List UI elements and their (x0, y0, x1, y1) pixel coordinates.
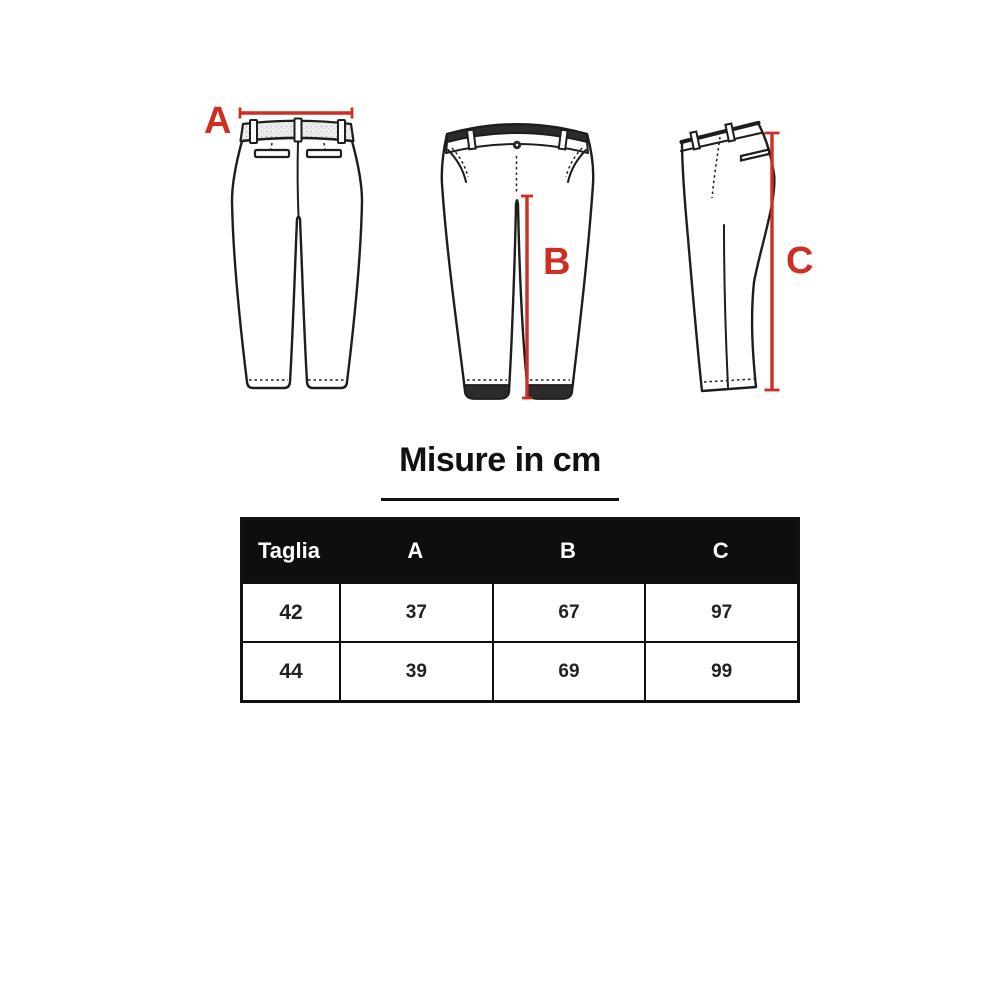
belt-loop (559, 130, 568, 150)
pants-front-body (442, 124, 594, 399)
size-table-cell: 99 (644, 641, 797, 700)
welt-pocket (255, 150, 289, 157)
hem-shadow (465, 385, 509, 399)
measurement-arrow-a (240, 108, 352, 119)
size-chart-title: Misure in cm (399, 441, 601, 479)
title-underline (381, 498, 619, 501)
welt-pocket (307, 150, 341, 157)
size-table-cell: 42 (243, 582, 339, 641)
size-table-header-b: B (492, 520, 645, 582)
belt-loop (250, 120, 257, 143)
pants-front-view-icon (435, 108, 600, 410)
belt-loop (467, 130, 476, 150)
hem-shadow (528, 385, 572, 399)
measure-label-a: A (204, 100, 232, 142)
size-table-cell: 67 (492, 582, 645, 641)
center-back-seam (298, 142, 299, 216)
belt-loop (338, 120, 345, 143)
measure-label-b: B (543, 241, 571, 283)
size-table (240, 517, 800, 703)
size-table-cell: 39 (339, 641, 492, 700)
belt-loop (295, 119, 302, 142)
measure-label-c: C (786, 240, 814, 282)
size-table-cell: 69 (492, 641, 645, 700)
pants-back-body (232, 119, 362, 389)
pants-back-view-icon (195, 95, 370, 410)
pants-side-body (681, 123, 774, 391)
size-table-cell: 44 (243, 641, 339, 700)
size-table-header-c: C (644, 520, 797, 582)
size-table-header-taglia: Taglia (243, 520, 339, 582)
size-table-cell: 37 (339, 582, 492, 641)
size-table-cell: 97 (644, 582, 797, 641)
size-table-header-a: A (339, 520, 492, 582)
